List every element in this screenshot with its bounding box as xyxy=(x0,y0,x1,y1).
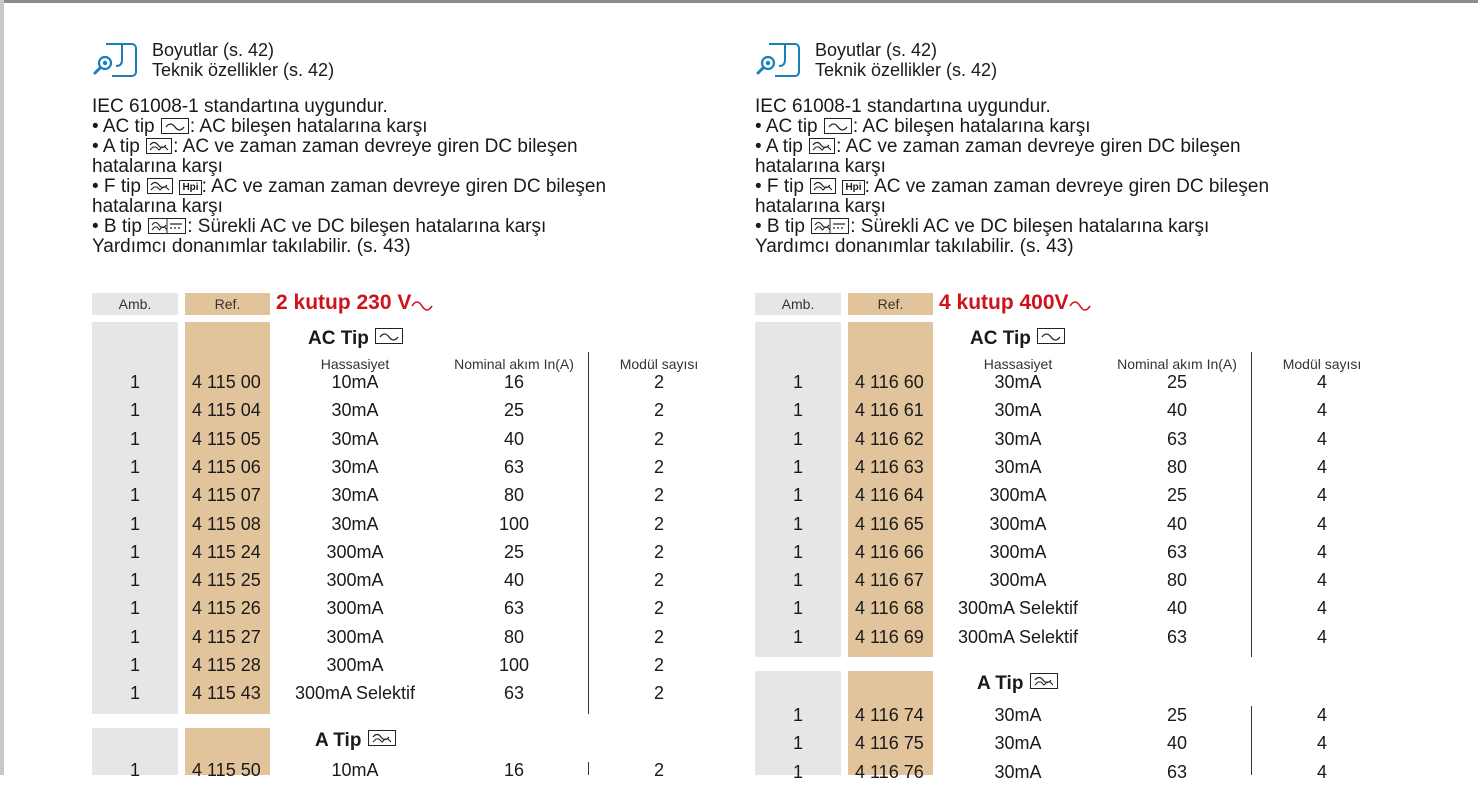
reference-number: 4 116 61 xyxy=(855,400,924,421)
product-row xyxy=(755,729,1435,757)
nominal-current-value: 40 xyxy=(1166,733,1188,754)
module-count-value: 4 xyxy=(1316,761,1327,782)
b-type-symbol-icon xyxy=(811,218,849,234)
ac-symbol-icon xyxy=(161,118,189,134)
module-count-value: 4 xyxy=(1316,456,1327,477)
nominal-current-value: 63 xyxy=(1166,761,1188,782)
reference-number: 4 116 62 xyxy=(855,428,924,449)
pack-quantity: 1 xyxy=(792,400,803,421)
product-row xyxy=(92,756,772,784)
sensitivity-value: 30mA xyxy=(994,428,1042,449)
pack-quantity: 1 xyxy=(129,400,140,421)
nominal-current-value: 63 xyxy=(1166,428,1188,449)
module-count-value: 4 xyxy=(1316,705,1327,725)
sensitivity-value: 300mA xyxy=(326,598,384,619)
product-row xyxy=(755,396,1435,424)
sensitivity-value: 30mA xyxy=(994,372,1042,392)
module-count-value: 2 xyxy=(653,626,664,647)
pack-quantity: 1 xyxy=(792,598,803,619)
module-count-value: 2 xyxy=(653,598,664,619)
module-count-value: 2 xyxy=(653,513,664,534)
module-count-value: 4 xyxy=(1316,733,1327,754)
product-row xyxy=(755,510,1435,538)
dimensions-reference: Boyutlar (s. 42) xyxy=(815,40,938,60)
b-type-bullet: • B tip : Sürekli AC ve DC bileşen hatalarına karşı xyxy=(92,216,547,237)
reference-number: 4 116 66 xyxy=(855,541,924,562)
pack-quantity: 1 xyxy=(792,705,803,725)
ac-wave-icon xyxy=(1069,298,1091,312)
pack-quantity: 1 xyxy=(792,428,803,449)
sensitivity-value: 30mA xyxy=(994,733,1042,754)
a-type-symbol-icon xyxy=(1030,673,1058,689)
pack-quantity: 1 xyxy=(792,372,803,392)
reference-number: 4 116 68 xyxy=(855,598,924,619)
sensitivity-value: 10mA xyxy=(331,760,379,780)
ac-symbol-icon xyxy=(1037,328,1065,344)
sensitivity-value: 300mA xyxy=(326,570,384,591)
module-count-value: 2 xyxy=(653,456,664,477)
ac-symbol-icon xyxy=(375,328,403,344)
nominal-current-value: 63 xyxy=(503,456,525,477)
nominal-current-value: 16 xyxy=(503,760,525,780)
section-title-ac: AC Tip xyxy=(970,328,1066,350)
nominal-current-value: 80 xyxy=(503,626,525,647)
module-count-value: 4 xyxy=(1316,541,1327,562)
section-title-a: A Tip xyxy=(977,673,1059,695)
module-count-value: 2 xyxy=(653,372,664,392)
product-row xyxy=(755,538,1435,566)
pack-quantity: 1 xyxy=(129,683,140,704)
ac-type-bullet: • AC tip : AC bileşen hatalarına karşı xyxy=(92,116,428,137)
technical-specs-reference: Teknik özellikler (s. 42) xyxy=(152,60,335,80)
amb-column-header: Amb. xyxy=(755,293,841,315)
pack-quantity: 1 xyxy=(129,655,140,675)
nominal-current-value: 40 xyxy=(503,428,525,449)
reference-number: 4 116 69 xyxy=(855,626,924,647)
nominal-current-value: 63 xyxy=(1166,626,1188,647)
pack-quantity: 1 xyxy=(129,598,140,619)
module-count-value: 4 xyxy=(1316,598,1327,619)
reference-number: 4 115 27 xyxy=(192,626,261,647)
sensitivity-value: 300mA Selektif xyxy=(957,626,1079,647)
sensitivity-value: 300mA xyxy=(326,655,384,675)
product-row xyxy=(92,651,772,679)
pack-quantity: 1 xyxy=(129,428,140,449)
pack-quantity: 1 xyxy=(129,456,140,477)
reference-number: 4 116 60 xyxy=(855,372,924,392)
sensitivity-value: 300mA xyxy=(326,626,384,647)
pack-quantity: 1 xyxy=(129,760,140,780)
module-count-value: 4 xyxy=(1316,428,1327,449)
module-count-value: 4 xyxy=(1316,626,1327,647)
sensitivity-value: 30mA xyxy=(994,456,1042,477)
nominal-current-value: 63 xyxy=(503,683,525,704)
sensitivity-value: 30mA xyxy=(994,705,1042,725)
col-header-sensitivity: Hassasiyet xyxy=(983,356,1053,372)
standard-text: IEC 61008-1 standartına uygundur. xyxy=(92,96,388,117)
sensitivity-value: 30mA xyxy=(331,456,379,477)
sensitivity-value: 30mA xyxy=(331,400,379,421)
pack-quantity: 1 xyxy=(129,626,140,647)
dimensions-reference: Boyutlar (s. 42) xyxy=(152,40,275,60)
sensitivity-value: 30mA xyxy=(331,513,379,534)
reference-number: 4 116 67 xyxy=(855,570,924,591)
nominal-current-value: 40 xyxy=(1166,400,1188,421)
pack-quantity: 1 xyxy=(129,541,140,562)
product-row xyxy=(92,594,772,622)
product-row xyxy=(755,758,1435,786)
module-count-value: 2 xyxy=(653,541,664,562)
module-count-value: 2 xyxy=(653,570,664,591)
nominal-current-value: 80 xyxy=(1166,456,1188,477)
catalog-column-2-pole xyxy=(92,0,772,780)
reference-number: 4 115 07 xyxy=(192,485,261,506)
a-type-symbol-icon xyxy=(810,178,836,194)
ref-column-header: Ref. xyxy=(848,293,933,315)
a-type-symbol-icon xyxy=(146,138,172,154)
product-row xyxy=(755,425,1435,453)
product-row xyxy=(92,510,772,538)
pack-quantity: 1 xyxy=(792,456,803,477)
module-count-value: 2 xyxy=(653,655,664,675)
product-row xyxy=(755,701,1435,729)
ac-symbol-icon xyxy=(824,118,852,134)
sensitivity-value: 300mA xyxy=(989,513,1047,534)
reference-number: 4 115 43 xyxy=(192,683,261,704)
reference-number: 4 116 65 xyxy=(855,513,924,534)
a-type-symbol-icon xyxy=(147,178,173,194)
reference-number: 4 115 50 xyxy=(192,760,261,780)
sensitivity-value: 300mA xyxy=(989,541,1047,562)
module-count-value: 4 xyxy=(1316,485,1327,506)
table-title: 2 kutup 230 V xyxy=(276,291,433,315)
product-row xyxy=(92,425,772,453)
product-row xyxy=(92,623,772,651)
pack-quantity: 1 xyxy=(792,541,803,562)
viewer-left-border xyxy=(0,0,4,775)
a-type-symbol-icon xyxy=(809,138,835,154)
nominal-current-value: 40 xyxy=(1166,598,1188,619)
nominal-current-value: 63 xyxy=(503,598,525,619)
nominal-current-value: 80 xyxy=(503,485,525,506)
product-row xyxy=(92,566,772,594)
pack-quantity: 1 xyxy=(792,570,803,591)
nominal-current-value: 16 xyxy=(503,372,525,392)
nominal-current-value: 25 xyxy=(503,400,525,421)
module-count-value: 4 xyxy=(1316,570,1327,591)
sensitivity-value: 10mA xyxy=(331,372,379,392)
product-row xyxy=(92,481,772,509)
sensitivity-value: 30mA xyxy=(994,400,1042,421)
product-row xyxy=(755,368,1435,396)
nominal-current-value: 25 xyxy=(1166,705,1188,725)
reference-number: 4 115 28 xyxy=(192,655,261,675)
pack-quantity: 1 xyxy=(129,485,140,506)
a-type-bullet: • A tip : AC ve zaman zaman devreye giren DC bileşen hatalarına karşı xyxy=(755,136,1241,177)
product-row xyxy=(755,453,1435,481)
reference-number: 4 115 04 xyxy=(192,400,261,421)
reference-number: 4 116 63 xyxy=(855,456,924,477)
module-count-value: 2 xyxy=(653,428,664,449)
module-count-value: 2 xyxy=(653,760,664,780)
module-count-value: 2 xyxy=(653,683,664,704)
module-count-value: 4 xyxy=(1316,513,1327,534)
ac-type-bullet: • AC tip : AC bileşen hatalarına karşı xyxy=(755,116,1091,137)
product-row xyxy=(92,679,772,707)
ref-column-header: Ref. xyxy=(185,293,270,315)
nominal-current-value: 100 xyxy=(498,655,530,675)
reference-number: 4 116 74 xyxy=(855,705,924,725)
nominal-current-value: 25 xyxy=(1166,372,1188,392)
hpi-badge: Hpi xyxy=(179,180,201,195)
reference-number: 4 115 25 xyxy=(192,570,261,591)
reference-number: 4 116 64 xyxy=(855,485,924,506)
col-header-module-count: Modül sayısı xyxy=(1282,356,1362,372)
col-header-module-count: Modül sayısı xyxy=(619,356,699,372)
product-description xyxy=(755,97,1315,257)
reference-number: 4 115 26 xyxy=(192,598,261,619)
sensitivity-value: 30mA xyxy=(331,428,379,449)
product-row xyxy=(755,481,1435,509)
b-type-symbol-icon xyxy=(148,218,186,234)
sensitivity-value: 30mA xyxy=(331,485,379,506)
sensitivity-value: 30mA xyxy=(994,761,1042,782)
nominal-current-value: 25 xyxy=(1166,485,1188,506)
pack-quantity: 1 xyxy=(792,626,803,647)
reference-number: 4 115 08 xyxy=(192,513,261,534)
reference-number: 4 115 05 xyxy=(192,428,261,449)
nominal-current-value: 25 xyxy=(503,541,525,562)
pack-quantity: 1 xyxy=(129,570,140,591)
sensitivity-value: 300mA xyxy=(989,570,1047,591)
a-type-bullet: • A tip : AC ve zaman zaman devreye giren DC bileşen hatalarına karşı xyxy=(92,136,578,177)
reference-number: 4 115 24 xyxy=(192,541,261,562)
product-row xyxy=(755,566,1435,594)
pack-quantity: 1 xyxy=(792,761,803,782)
module-count-value: 2 xyxy=(653,485,664,506)
col-header-nominal-current: Nominal akım In(A) xyxy=(1117,356,1237,372)
pack-quantity: 1 xyxy=(129,513,140,534)
product-row xyxy=(755,594,1435,622)
col-header-nominal-current: Nominal akım In(A) xyxy=(454,356,574,372)
technical-specs-reference: Teknik özellikler (s. 42) xyxy=(815,60,998,80)
pack-quantity: 1 xyxy=(792,485,803,506)
sensitivity-value: 300mA Selektif xyxy=(294,683,416,704)
nominal-current-value: 100 xyxy=(498,513,530,534)
section-title-a: A Tip xyxy=(315,730,397,752)
product-row xyxy=(92,368,772,396)
product-row xyxy=(755,623,1435,651)
product-description xyxy=(92,97,632,257)
module-count-value: 2 xyxy=(653,400,664,421)
product-row xyxy=(92,453,772,481)
pack-quantity: 1 xyxy=(792,733,803,754)
accessories-note: Yardımcı donanımlar takılabilir. (s. 43) xyxy=(755,236,1074,257)
nominal-current-value: 63 xyxy=(1166,541,1188,562)
pack-quantity: 1 xyxy=(792,513,803,534)
product-row xyxy=(92,538,772,566)
sensitivity-value: 300mA xyxy=(989,485,1047,506)
reference-number: 4 116 75 xyxy=(855,733,924,754)
b-type-bullet: • B tip : Sürekli AC ve DC bileşen hatalarına karşı xyxy=(755,216,1210,237)
sensitivity-value: 300mA xyxy=(326,541,384,562)
col-header-sensitivity: Hassasiyet xyxy=(320,356,390,372)
magnifier-document-icon xyxy=(755,40,801,80)
product-row xyxy=(92,396,772,424)
nominal-current-value: 40 xyxy=(1166,513,1188,534)
accessories-note: Yardımcı donanımlar takılabilir. (s. 43) xyxy=(92,236,411,257)
nominal-current-value: 40 xyxy=(503,570,525,591)
reference-number: 4 115 00 xyxy=(192,372,261,392)
standard-text: IEC 61008-1 standartına uygundur. xyxy=(755,96,1051,117)
f-type-bullet: • F tip Hpi : AC ve zaman zaman devreye giren DC bileşen hatalarına karşı xyxy=(92,176,607,217)
pack-quantity: 1 xyxy=(129,372,140,392)
ac-wave-icon xyxy=(411,298,433,312)
module-count-value: 4 xyxy=(1316,372,1327,392)
reference-number: 4 115 06 xyxy=(192,456,261,477)
magnifier-document-icon xyxy=(92,40,138,80)
reference-number: 4 116 76 xyxy=(855,761,924,782)
catalog-column-4-pole xyxy=(755,0,1435,782)
module-count-value: 4 xyxy=(1316,400,1327,421)
sensitivity-value: 300mA Selektif xyxy=(957,598,1079,619)
hpi-badge: Hpi xyxy=(842,180,864,195)
a-type-symbol-icon xyxy=(368,730,396,746)
nominal-current-value: 80 xyxy=(1166,570,1188,591)
table-title: 4 kutup 400V xyxy=(939,291,1091,315)
section-title-ac: AC Tip xyxy=(308,328,404,350)
amb-column-header: Amb. xyxy=(92,293,178,315)
f-type-bullet: • F tip Hpi : AC ve zaman zaman devreye giren DC bileşen hatalarına karşı xyxy=(755,176,1270,217)
